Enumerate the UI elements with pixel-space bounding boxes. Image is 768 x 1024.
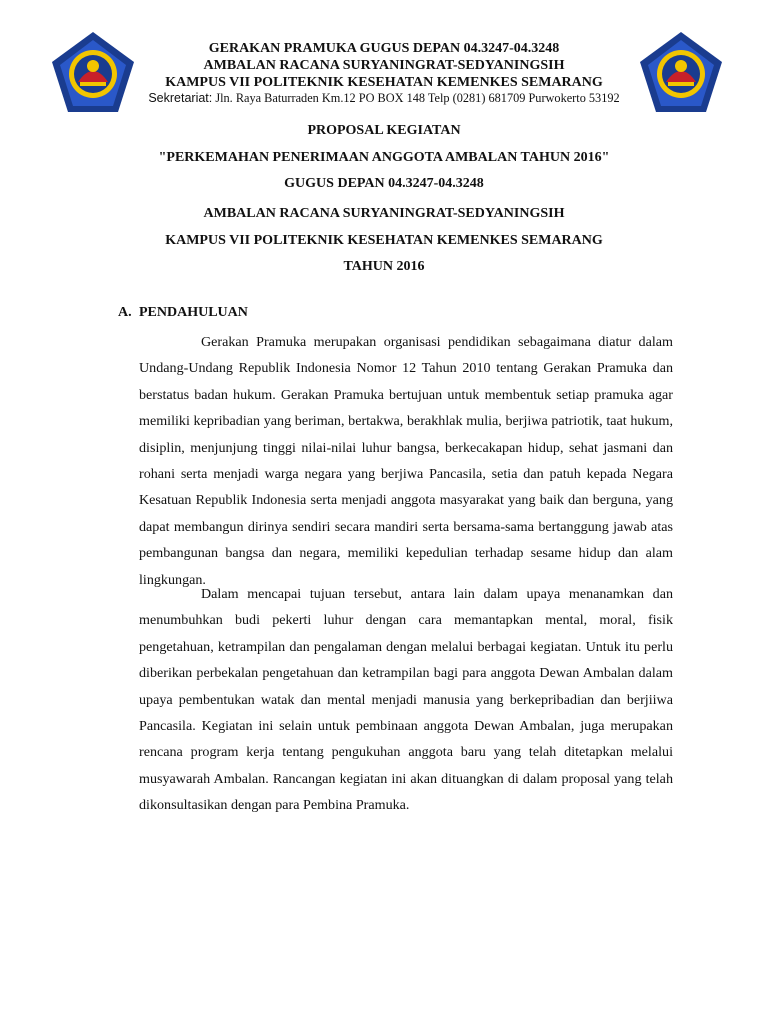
secretariat-text: Jln. Raya Baturraden Km.12 PO BOX 148 Telp (0281) 681709 Purwokerto 53192 (215, 91, 620, 105)
year-title: TAHUN 2016 (343, 259, 425, 274)
letterhead (130, 40, 638, 91)
letterhead-line-2: AMBALAN RACANA SURYANINGRAT-SEDYANINGSIH (203, 58, 565, 73)
body-paragraph-2 (139, 581, 673, 819)
letterhead-line-1: GERAKAN PRAMUKA GUGUS DEPAN 04.3247-04.3248 (208, 41, 560, 56)
secretariat-address (96, 91, 672, 106)
secretariat-label: Sekretariat: (148, 91, 213, 105)
body-paragraph-1 (139, 329, 673, 593)
section-number: A. (118, 305, 132, 320)
gugus-depan-title: GUGUS DEPAN 04.3247-04.3248 (284, 176, 484, 191)
paragraph-text: Dalam mencapai tujuan tersebut, antara lain dalam upaya menanamkan dan menumbuhkan budi pekerti luhur dengan cara memantapkan mental, moral, fisik pengetahuan, ketrampilan dan pengalaman dengan melalui berbagai kegiatan. Untuk itu perlu diberikan perbekalan pengetahuan dan ketrampilan bagi para anggota Dewan Ambalan dalam upaya pembentukan watak dan mental menjadi manusia yang berkepribadian dan berjiiwa Pancasila. Kegiatan ini selain untuk pembinaan anggota Dewan Ambalan, juga merupakan rencana program kerja tentang pengukuhan anggota baru yang telah ditetapkan melalui musyawarah Ambalan. Rancangan kegiatan ini akan dituangkan di dalam proposal yang telah dikonsultasikan dengan para Pembina Pramuka. (139, 586, 673, 814)
section-heading (118, 305, 248, 321)
ambalan-title: AMBALAN RACANA SURYANINGRAT-SEDYANINGSIH (203, 206, 565, 221)
section-title: PENDAHULUAN (139, 305, 248, 320)
campus-title: KAMPUS VII POLITEKNIK KESEHATAN KEMENKES SEMARANG (165, 233, 603, 248)
letterhead-line-3: KAMPUS VII POLITEKNIK KESEHATAN KEMENKES SEMARANG (165, 75, 603, 90)
proposal-title: PROPOSAL KEGIATAN (307, 123, 461, 138)
paragraph-text: Gerakan Pramuka merupakan organisasi pendidikan sebagaimana diatur dalam Undang-Undang Republik Indonesia Nomor 12 Tahun 2010 tentang Gerakan Pramuka dan berstatus badan hukum. Gerakan Pramuka bertujuan untuk membentuk setiap pramuka agar memiliki kepribadian yang beriman, bertakwa, berakhlak mulia, berjiwa patriotik, taat hukum, disiplin, menjunjung tinggi nilai-nilai luhur bangsa, berkecakapan hidup, sehat jasmani dan rohani serta menjadi warga negara yang berjiwa Pancasila, setia dan patuh kepada Negara Kesatuan Republik Indonesia serta menjadi anggota masyarakat yang baik dan berguna, yang dapat membangun dirinya sendiri secara mandiri serta bersama-sama bertanggung jawab atas pembangunan bangsa dan negara, memiliki kepedulian terhadap sesame hidup dan alam lingkungan. (139, 334, 673, 588)
event-title: "PERKEMAHAN PENERIMAAN ANGGOTA AMBALAN TAHUN 2016" (158, 150, 610, 165)
